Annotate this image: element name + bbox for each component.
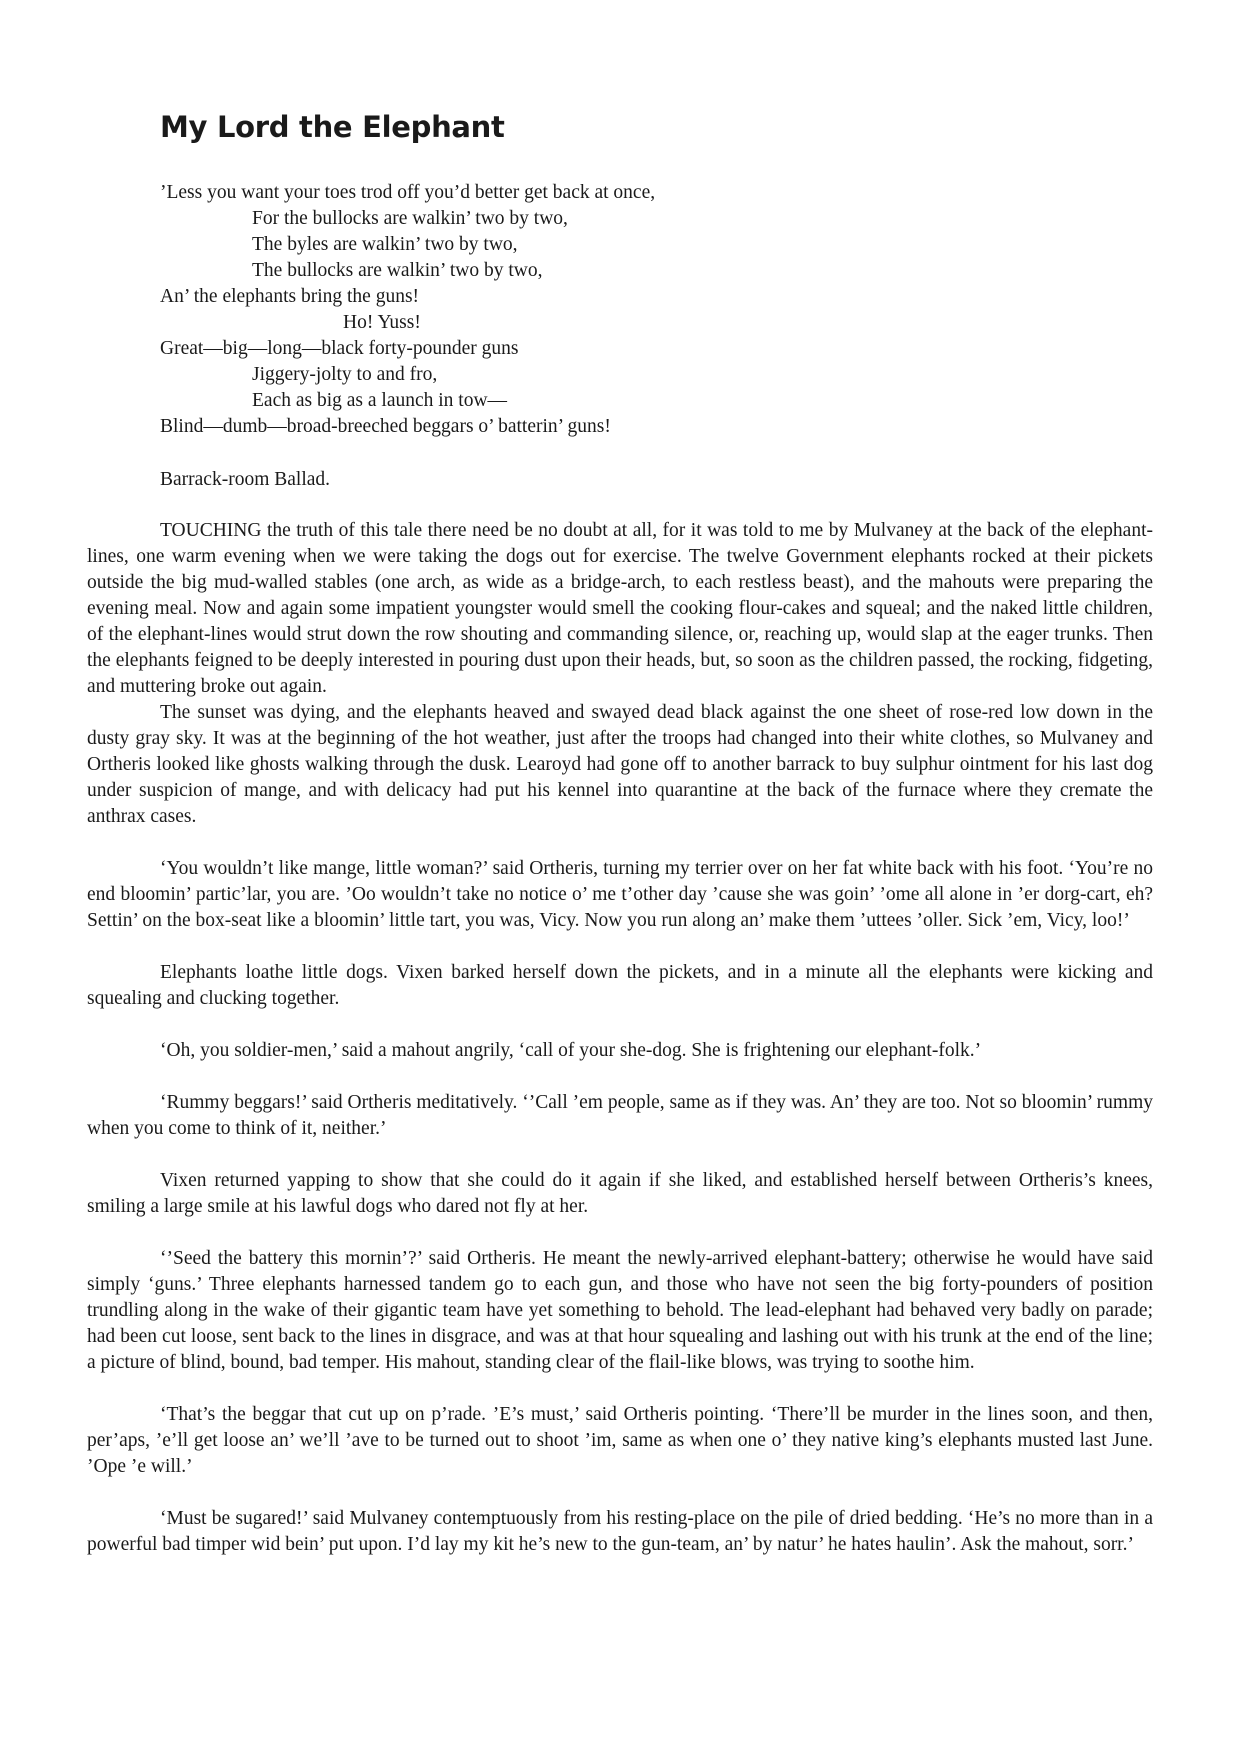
paragraph: TOUCHING the truth of this tale there need be no doubt at all, for it was told to me by Mulvaney at the back of the elephant-lines, one warm evening when we were taking the dogs out for exercise. The twelve Government elephants rocked at their pickets outside the big mud-walled stables (one arch, as wide as a bridge-arch, to each restless beast), and the mahouts were preparing the evening meal. Now and again some impatient youngster would smell the cooking flour-cakes and squeal; and the naked little children, of the elephant-lines would strut down the row shouting and commanding silence, or, reaching up, would slap at the eager trunks. Then the elephants feigned to be deeply interested in pouring dust upon their heads, but, so soon as the children passed, the rocking, fidgeting, and muttering broke out again. <box>87 520 1153 697</box>
poem-line: For the bullocks are walkin’ two by two, <box>252 208 568 229</box>
paragraph: Elephants loathe little dogs. Vixen barked herself down the pickets, and in a minute all the elephants were kicking and squealing and clucking together. <box>87 962 1153 1009</box>
paragraph: ‘You wouldn’t like mange, little woman?’ said Ortheris, turning my terrier over on her fat white back with his foot. ‘You’re no end bloomin’ partic’lar, you are. ’Oo wouldn’t take no notice o’ me t’other day ’cause she was goin’ ’ome all alone in ’er dorg-cart, eh? Settin’ on the box-seat like a bloomin’ little tart, you was, Vicy. Now you run along an’ make them ’uttees ’oller. Sick ’em, Vicy, loo!’ <box>87 858 1153 931</box>
poem-line: An’ the elephants bring the guns! <box>160 286 420 307</box>
epigraph-poem <box>160 180 655 440</box>
paragraph: The sunset was dying, and the elephants heaved and swayed dead black against the one sheet of rose-red low down in the dusty gray sky. It was at the beginning of the hot weather, just after the troops had changed into their white clothes, so Mulvaney and Ortheris looked like ghosts walking through the dusk. Learoyd had gone off to another barrack to buy sulphur ointment for his last dog under suspicion of mange, and with delicacy had put his kennel into quarantine at the back of the furnace where they cremate the anthrax cases. <box>87 702 1153 827</box>
chapter-title: My Lord the Elephant <box>160 110 505 144</box>
poem-line: Blind—dumb—broad-breeched beggars o’ batterin’ guns! <box>160 416 611 437</box>
poem-line: The byles are walkin’ two by two, <box>252 234 518 255</box>
body-text <box>87 518 1153 1558</box>
poem-line: Great—big—long—black forty-pounder guns <box>160 338 519 359</box>
paragraph: ‘Must be sugared!’ said Mulvaney contemptuously from his resting-place on the pile of dried bedding. ‘He’s no more than in a powerful bad timper wid bein’ put upon. I’d lay my kit he’s new to the gun-team, an’ by natur’ he hates haulin’. Ask the mahout, sorr.’ <box>87 1508 1153 1555</box>
paragraph: Vixen returned yapping to show that she could do it again if she liked, and established herself between Ortheris’s knees, smiling a large smile at his lawful dogs who dared not fly at her. <box>87 1170 1153 1217</box>
poem-line: Jiggery-jolty to and fro, <box>252 364 438 385</box>
paragraph: ‘That’s the beggar that cut up on p’rade. ’E’s must,’ said Ortheris pointing. ‘There’ll be murder in the lines soon, and then, per’aps, ’e’ll get loose an’ we’ll ’ave to be turned out to shoot ’im, same as when one o’ they native king’s elephants musted last June. ’Ope ’e will.’ <box>87 1404 1153 1477</box>
poem-line: The bullocks are walkin’ two by two, <box>252 260 543 281</box>
poem-line: ’Less you want your toes trod off you’d better get back at once, <box>160 182 656 203</box>
poem-line: Ho! Yuss! <box>343 312 421 333</box>
poem-source: Barrack-room Ballad. <box>160 469 331 490</box>
paragraph: ‘Rummy beggars!’ said Ortheris meditatively. ‘’Call ’em people, same as if they was. An’ they are too. Not so bloomin’ rummy when you come to think of it, neither.’ <box>87 1092 1153 1139</box>
paragraph: ‘’Seed the battery this mornin’?’ said Ortheris. He meant the newly-arrived elephant-battery; otherwise he would have said simply ‘guns.’ Three elephants harnessed tandem go to each gun, and those who have not seen the big forty-pounders of position trundling along in the wake of their gigantic team have yet something to behold. The lead-elephant had behaved very badly on parade; had been cut loose, sent back to the lines in disgrace, and was at that hour squealing and lashing out with his trunk at the end of the line; a picture of blind, bound, bad temper. His mahout, standing clear of the flail-like blows, was trying to soothe him. <box>87 1248 1153 1373</box>
paragraph: ‘Oh, you soldier-men,’ said a mahout angrily, ‘call of your she-dog. She is frightening our elephant-folk.’ <box>160 1040 982 1061</box>
poem-line: Each as big as a launch in tow— <box>252 390 508 411</box>
